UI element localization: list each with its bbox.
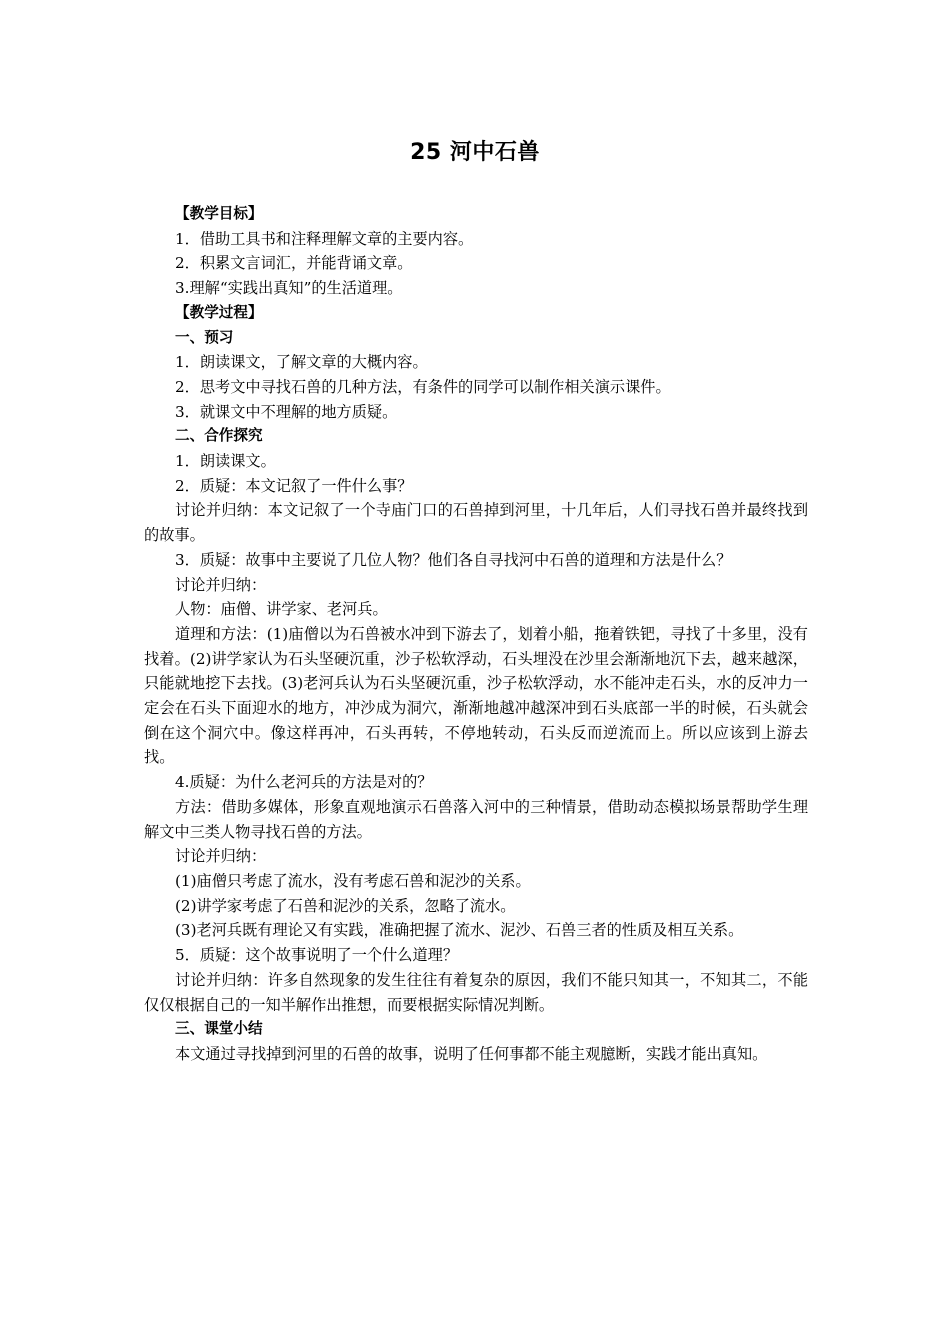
inquiry-paragraph: (2)讲学家考虑了石兽和泥沙的关系，忽略了流水。 <box>175 896 516 915</box>
inquiry-paragraph: 人物：庙僧、讲学家、老河兵。 <box>175 600 388 619</box>
inquiry-paragraph: 讨论并归纳： <box>175 847 267 866</box>
inquiry-paragraph: 讨论并归纳：许多自然现象的发生往往有着复杂的原因，我们不能只知其一，不知其二，不能仅仅根据自己的一知半解作出推想，而要根据实际情况判断。 <box>144 970 808 1014</box>
preview-item: 2．思考文中寻找石兽的几种方法，有条件的同学可以制作相关演示课件。 <box>175 377 671 396</box>
inquiry-paragraph: 1．朗读课文。 <box>175 452 276 471</box>
inquiry-paragraph: 道理和方法：(1)庙僧以为石兽被水冲到下游去了，划着小船，拖着铁钯，寻找了十多里，没有找着。(2)讲学家认为石头坚硬沉重，沙子松软浮动，石头埋没在沙里会渐渐地沉下去，越来越深，只能就地挖下去找。(3)老河兵认为石头坚硬沉重，沙子松软浮动，水不能冲走石头，水的反冲力一定会在石头下面迎水的地方，冲沙成为洞穴，渐渐地越冲越深冲到石头底部一半的时候，石头就会倒在这个洞穴中。像这样再冲，石头再转，不停地转动，石头反而逆流而上。所以应该到上游去找。 <box>144 624 808 767</box>
document-body <box>144 202 808 1067</box>
preview-item: 3．就课文中不理解的地方质疑。 <box>175 402 398 421</box>
section-heading-goals: 【教学目标】 <box>175 205 263 222</box>
subsection-heading-inquiry: 二、合作探究 <box>175 427 263 445</box>
inquiry-paragraph: 讨论并归纳： <box>175 575 267 594</box>
summary-paragraph: 本文通过寻找掉到河里的石兽的故事，说明了任何事都不能主观臆断，实践才能出真知。 <box>175 1044 768 1063</box>
goal-item: 3.理解“实践出真知”的生活道理。 <box>175 279 403 298</box>
goal-item: 2．积累文言词汇，并能背诵文章。 <box>175 254 413 273</box>
section-heading-process: 【教学过程】 <box>175 303 263 321</box>
preview-item: 1．朗读课文，了解文章的大概内容。 <box>175 353 428 372</box>
page-title: 25 河中石兽 <box>410 140 540 165</box>
inquiry-paragraph: 5．质疑：这个故事说明了一个什么道理？ <box>175 946 459 965</box>
subsection-heading-preview: 一、预习 <box>175 328 234 346</box>
inquiry-paragraph: 讨论并归纳：本文记叙了一个寺庙门口的石兽掉到河里，十几年后，人们寻找石兽并最终找到的故事。 <box>144 501 808 545</box>
subsection-heading-summary: 三、课堂小结 <box>175 1020 263 1038</box>
inquiry-paragraph: 方法：借助多媒体，形象直观地演示石兽落入河中的三种情景，借助动态模拟场景帮助学生理解文中三类人物寻找石兽的方法。 <box>144 797 808 841</box>
inquiry-paragraph: 3．质疑：故事中主要说了几位人物？他们各自寻找河中石兽的道理和方法是什么？ <box>175 550 732 569</box>
inquiry-paragraph: (1)庙僧只考虑了流水，没有考虑石兽和泥沙的关系。 <box>175 871 531 890</box>
inquiry-paragraph: 4.质疑：为什么老河兵的方法是对的？ <box>175 773 433 792</box>
inquiry-paragraph: 2．质疑：本文记叙了一件什么事？ <box>175 476 413 495</box>
inquiry-paragraph: (3)老河兵既有理论又有实践，准确把握了流水、泥沙、石兽三者的性质及相互关系。 <box>175 921 744 940</box>
goal-item: 1．借助工具书和注释理解文章的主要内容。 <box>175 229 474 248</box>
